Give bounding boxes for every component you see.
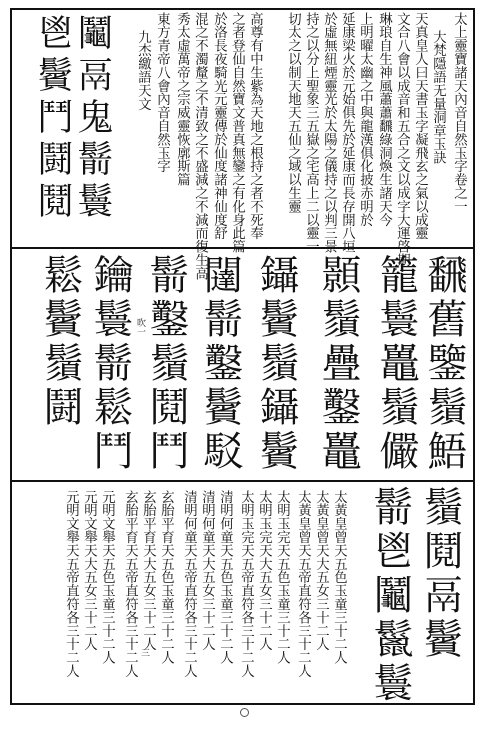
seal-column: 鬋鑿鬚鬩鬥 [143, 254, 189, 474]
section-divider-middle [10, 480, 475, 482]
text-column: 玄胎平育天大五女三十二人 [140, 490, 156, 651]
text-column: 天真皇人曰天書玉字凝飛玄之氣以成靈 [412, 12, 428, 240]
text-column: 持之以分上聖象三五嶽之宅高上二以靈一 [303, 12, 319, 254]
text-column: 於虛無紐煙靈光於太陽之儀持之以判三景 [321, 12, 337, 254]
text-column: 元明文舉天大五女三十二人 [81, 490, 97, 651]
text-column: 之者登仙自然寶文普真無鑾之有化身此篇 [229, 12, 245, 254]
seal-column: 飜舊鑒鬚鯃 [421, 254, 467, 474]
seal-column: 鬚鬩鬲鬢 [417, 486, 463, 662]
seal-column: 鬋鬯鬮鬣鬟 [367, 486, 413, 706]
text-column: 切太之以制天地天五仙之域以生靈 [285, 12, 301, 213]
text-column: 玄胎平育天五帝直符各三十二人 [122, 490, 138, 678]
top-title-seal: 鬯鬢鬥鬪鬩 [32, 14, 73, 224]
top-title-seal-2: 鬮鬲鬼鬋鬟 [72, 14, 113, 224]
folio-marker: 吹一 [135, 318, 145, 336]
bottom-circle-mark [240, 708, 249, 717]
text-column: 太明玉完天五色玉童三十二人 [274, 490, 290, 665]
seal-column: 鑰鬟鬋鬆鬥 [87, 254, 133, 474]
folio-marker: 三 [139, 648, 149, 657]
text-column: 於洛長夜騎光元靈傳於仙度諸神仙度舒 [211, 12, 227, 240]
text-column: 秀太虛萬帝之宗威靈恢廓斯篇 [174, 12, 190, 187]
text-column: 上明曜太幽之中與龍漢俱化披赤明於 [357, 12, 373, 227]
text-column: 清明何童天五色玉童三十二人 [217, 490, 233, 665]
text-column: 清明何童天五帝直符各三十二人 [181, 490, 197, 678]
text-column: 東方青帝八會內音自然玉字 [154, 12, 170, 173]
seal-column: 籠鬟鼉鬚儼 [373, 254, 419, 474]
text-column: 太黃皇曾天五色玉童三十二人 [331, 490, 347, 665]
text-column: 太黃皇曾天五帝直符各三十二人 [295, 490, 311, 678]
text-column: 大梵隱語无量洞章玉訣 [430, 30, 446, 164]
text-column: 太黃皇曾天大五女三十二人 [313, 490, 329, 651]
text-column: 元明文舉天五帝直符各三十二人 [63, 490, 79, 678]
text-column: 九杰繳語天文 [135, 30, 151, 111]
text-column: 琳琅自生神風蕭蕭飜綠洞煥生諸天今 [376, 12, 392, 227]
text-column: 太明玉完天大五女三十二人 [256, 490, 272, 651]
text-column: 清明何童天大五女三十二人 [199, 490, 215, 651]
text-column: 元明文舉天五色玉童三十二人 [99, 490, 115, 665]
seal-column: 闥鬋鑿鬢駁 [197, 254, 243, 474]
seal-column: 鑷鬢鬚鑷鬢 [253, 254, 299, 474]
text-column: 高尊有中生紫為天地之根持之者不死奉 [247, 12, 263, 240]
seal-column: 顥鬚疊鑿鼉 [315, 254, 361, 474]
text-column: 延康梁火於元始俱先於延康而長存開八垣 [339, 12, 355, 254]
text-column: 混之不濁釐之不清致之不盛減之不減而復生高 [192, 12, 208, 280]
text-column: 太明玉完天五帝直符各三十二人 [238, 490, 254, 678]
text-column: 太上靈寶諸天內音自然玉字卷之一 [451, 12, 467, 213]
text-column: 玄胎平育天五色玉童三十二人 [158, 490, 174, 665]
seal-column: 鬆鬢鬚鬪 [37, 254, 83, 430]
text-column: 文合八會以成音和五合之文以成字大運啓期 [394, 12, 410, 267]
